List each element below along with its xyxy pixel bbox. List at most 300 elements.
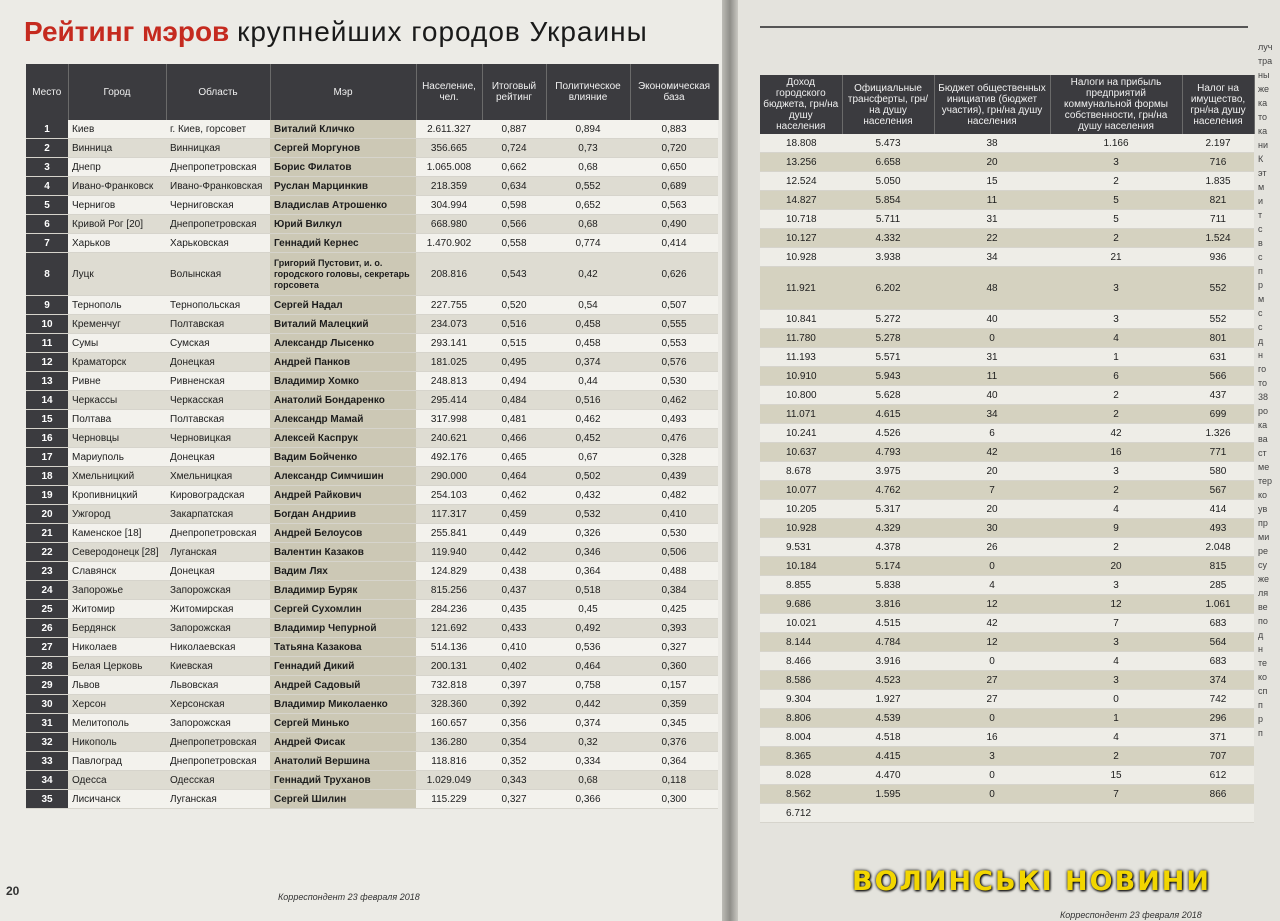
budget-cell: 11 bbox=[934, 191, 1050, 210]
cell-pop: 328.360 bbox=[416, 695, 482, 714]
budget-cell: 0 bbox=[1050, 690, 1182, 709]
cell-pop: 200.131 bbox=[416, 657, 482, 676]
side-text-fragment: ме bbox=[1258, 462, 1270, 472]
cell-city: Киев bbox=[68, 120, 166, 139]
cell-pop: 181.025 bbox=[416, 353, 482, 372]
cell-econ: 0,555 bbox=[630, 315, 718, 334]
cell-econ: 0,720 bbox=[630, 139, 718, 158]
budget-row bbox=[760, 248, 1254, 267]
budget-cell: 4.539 bbox=[842, 709, 934, 728]
side-text-fragment: ны bbox=[1258, 70, 1270, 80]
budget-cell: 10.184 bbox=[760, 557, 842, 576]
cell-polit: 0,346 bbox=[546, 543, 630, 562]
cell-mayor: Владимир Чепурной bbox=[270, 619, 416, 638]
cell-city: Северодонецк [28] bbox=[68, 543, 166, 562]
cell-econ: 0,364 bbox=[630, 752, 718, 771]
cell-econ: 0,490 bbox=[630, 215, 718, 234]
table-row bbox=[26, 581, 718, 600]
side-text-fragment: м bbox=[1258, 294, 1265, 304]
cell-rank: 9 bbox=[26, 296, 68, 315]
budget-cell: 1 bbox=[1050, 709, 1182, 728]
table-row bbox=[26, 562, 718, 581]
cell-total: 0,464 bbox=[482, 467, 546, 486]
cell-mayor: Александр Мамай bbox=[270, 410, 416, 429]
budget-cell: 4.784 bbox=[842, 633, 934, 652]
cell-oblast: Житомирская bbox=[166, 600, 270, 619]
budget-cell: 22 bbox=[934, 229, 1050, 248]
budget-cell: 3 bbox=[1050, 671, 1182, 690]
budget-cell: 4.329 bbox=[842, 519, 934, 538]
budget-cell: 40 bbox=[934, 386, 1050, 405]
side-text-fragment: ко bbox=[1258, 672, 1268, 682]
cell-polit: 0,42 bbox=[546, 253, 630, 296]
cell-city: Кропивницкий bbox=[68, 486, 166, 505]
table-row bbox=[26, 253, 718, 296]
cell-city: Мелитополь bbox=[68, 714, 166, 733]
budget-cell: 31 bbox=[934, 210, 1050, 229]
cell-polit: 0,536 bbox=[546, 638, 630, 657]
cell-pop: 290.000 bbox=[416, 467, 482, 486]
budget-cell: 11.193 bbox=[760, 348, 842, 367]
side-text-fragment: ми bbox=[1258, 532, 1270, 542]
budget-cell: 612 bbox=[1182, 766, 1254, 785]
cell-oblast: г. Киев, горсовет bbox=[166, 120, 270, 139]
budget-row bbox=[760, 557, 1254, 576]
side-text-fragment: р bbox=[1258, 280, 1264, 290]
budget-cell bbox=[1182, 804, 1254, 823]
cell-oblast: Черниговская bbox=[166, 196, 270, 215]
cell-rank: 34 bbox=[26, 771, 68, 790]
budget-cell: 0 bbox=[934, 329, 1050, 348]
budget-cell: 9.531 bbox=[760, 538, 842, 557]
budget-cell: 4.470 bbox=[842, 766, 934, 785]
cell-mayor: Владимир Буряк bbox=[270, 581, 416, 600]
cell-oblast: Полтавская bbox=[166, 410, 270, 429]
budget-cell: 12.524 bbox=[760, 172, 842, 191]
budget-cell: 4 bbox=[934, 576, 1050, 595]
budget-cell: 8.586 bbox=[760, 671, 842, 690]
cell-mayor: Борис Филатов bbox=[270, 158, 416, 177]
budget-cell: 10.241 bbox=[760, 424, 842, 443]
side-text-fragment: сп bbox=[1258, 686, 1268, 696]
budget-cell: 5.571 bbox=[842, 348, 934, 367]
budget-row bbox=[760, 690, 1254, 709]
cell-econ: 0,300 bbox=[630, 790, 718, 809]
table-row bbox=[26, 714, 718, 733]
budget-row bbox=[760, 191, 1254, 210]
budget-row bbox=[760, 595, 1254, 614]
cell-oblast: Кировоградская bbox=[166, 486, 270, 505]
cell-pop: 2.611.327 bbox=[416, 120, 482, 139]
top-rule bbox=[760, 26, 1248, 28]
budget-cell: 11.071 bbox=[760, 405, 842, 424]
budget-cell: 11.921 bbox=[760, 267, 842, 310]
right-magazine-footer: Корреспондент 23 февраля 2018 bbox=[1060, 910, 1202, 920]
budget-cell: 936 bbox=[1182, 248, 1254, 267]
budget-cell: 30 bbox=[934, 519, 1050, 538]
side-text-fragment: ре bbox=[1258, 546, 1269, 556]
cell-rank: 8 bbox=[26, 253, 68, 296]
cell-city: Павлоград bbox=[68, 752, 166, 771]
budget-cell: 8.004 bbox=[760, 728, 842, 747]
side-text-fragment: ст bbox=[1258, 448, 1267, 458]
budget-cell: 2 bbox=[1050, 538, 1182, 557]
budget-cell: 414 bbox=[1182, 500, 1254, 519]
cell-total: 0,662 bbox=[482, 158, 546, 177]
title-rest: крупнейших городов Украины bbox=[237, 16, 648, 47]
budget-cell: 13.256 bbox=[760, 153, 842, 172]
cell-polit: 0,458 bbox=[546, 315, 630, 334]
budget-cell: 9.304 bbox=[760, 690, 842, 709]
budget-cell: 3 bbox=[1050, 462, 1182, 481]
side-text-fragment: го bbox=[1258, 364, 1267, 374]
side-text-fragment: с bbox=[1258, 252, 1263, 262]
cell-rank: 14 bbox=[26, 391, 68, 410]
budget-cell: 4 bbox=[1050, 652, 1182, 671]
cell-mayor: Алексей Каспрук bbox=[270, 429, 416, 448]
cell-rank: 35 bbox=[26, 790, 68, 809]
side-text-fragment: д bbox=[1258, 336, 1264, 346]
budget-cell: 711 bbox=[1182, 210, 1254, 229]
cell-pop: 234.073 bbox=[416, 315, 482, 334]
col-political-influence: Политическое влияние bbox=[546, 64, 630, 120]
cell-oblast: Днепропетровская bbox=[166, 524, 270, 543]
cell-rank: 10 bbox=[26, 315, 68, 334]
cell-polit: 0,366 bbox=[546, 790, 630, 809]
budget-cell: 566 bbox=[1182, 367, 1254, 386]
table-row bbox=[26, 177, 718, 196]
col-oblast: Область bbox=[166, 64, 270, 120]
budget-cell: 10.127 bbox=[760, 229, 842, 248]
cell-city: Лисичанск bbox=[68, 790, 166, 809]
budget-row bbox=[760, 576, 1254, 595]
cell-econ: 0,384 bbox=[630, 581, 718, 600]
budget-cell: 31 bbox=[934, 348, 1050, 367]
cell-pop: 295.414 bbox=[416, 391, 482, 410]
budget-cell: 4.378 bbox=[842, 538, 934, 557]
budget-row bbox=[760, 633, 1254, 652]
budget-cell: 6.202 bbox=[842, 267, 934, 310]
side-text-fragment: ни bbox=[1258, 140, 1268, 150]
cell-total: 0,558 bbox=[482, 234, 546, 253]
budget-cell: 8.855 bbox=[760, 576, 842, 595]
table-row bbox=[26, 486, 718, 505]
cell-city: Мариуполь bbox=[68, 448, 166, 467]
budget-cell: 0 bbox=[934, 766, 1050, 785]
cell-city: Славянск bbox=[68, 562, 166, 581]
budget-cell: 16 bbox=[1050, 443, 1182, 462]
cell-pop: 119.940 bbox=[416, 543, 482, 562]
cell-city: Харьков bbox=[68, 234, 166, 253]
magazine-footer: Корреспондент 23 февраля 2018 bbox=[278, 892, 420, 902]
budget-cell: 821 bbox=[1182, 191, 1254, 210]
col-economic-base: Экономическая база bbox=[630, 64, 718, 120]
cell-polit: 0,464 bbox=[546, 657, 630, 676]
col-transfers: Официальные трансферты, грн/на душу населения bbox=[842, 75, 934, 134]
cell-econ: 0,360 bbox=[630, 657, 718, 676]
budget-cell: 5.174 bbox=[842, 557, 934, 576]
side-text-fragment: ва bbox=[1258, 434, 1268, 444]
side-text-fragment: то bbox=[1258, 378, 1268, 388]
cell-total: 0,442 bbox=[482, 543, 546, 562]
cell-polit: 0,774 bbox=[546, 234, 630, 253]
budget-cell: 3 bbox=[1050, 153, 1182, 172]
cell-econ: 0,327 bbox=[630, 638, 718, 657]
table-row bbox=[26, 234, 718, 253]
cell-rank: 3 bbox=[26, 158, 68, 177]
side-text-fragment: с bbox=[1258, 308, 1263, 318]
cell-city: Днепр bbox=[68, 158, 166, 177]
cell-polit: 0,68 bbox=[546, 158, 630, 177]
cell-oblast: Одесская bbox=[166, 771, 270, 790]
budget-row bbox=[760, 210, 1254, 229]
budget-cell: 8.365 bbox=[760, 747, 842, 766]
cell-polit: 0,442 bbox=[546, 695, 630, 714]
side-text-fragment: ля bbox=[1258, 588, 1269, 598]
cell-city: Одесса bbox=[68, 771, 166, 790]
cell-mayor: Сергей Надал bbox=[270, 296, 416, 315]
budget-cell bbox=[934, 804, 1050, 823]
budget-cell: 1.061 bbox=[1182, 595, 1254, 614]
budget-cell: 4 bbox=[1050, 329, 1182, 348]
cell-rank: 17 bbox=[26, 448, 68, 467]
budget-cell: 26 bbox=[934, 538, 1050, 557]
cell-econ: 0,576 bbox=[630, 353, 718, 372]
cell-city: Никополь bbox=[68, 733, 166, 752]
table-row bbox=[26, 676, 718, 695]
table-row bbox=[26, 215, 718, 234]
cell-rank: 23 bbox=[26, 562, 68, 581]
cell-mayor: Геннадий Труханов bbox=[270, 771, 416, 790]
cell-polit: 0,458 bbox=[546, 334, 630, 353]
cell-city: Ужгород bbox=[68, 505, 166, 524]
budget-cell: 5.628 bbox=[842, 386, 934, 405]
budget-cell: 10.718 bbox=[760, 210, 842, 229]
cell-oblast: Черновицкая bbox=[166, 429, 270, 448]
cell-total: 0,466 bbox=[482, 429, 546, 448]
budget-cell: 6.712 bbox=[760, 804, 842, 823]
cell-rank: 13 bbox=[26, 372, 68, 391]
cell-econ: 0,553 bbox=[630, 334, 718, 353]
side-text-fragment: п bbox=[1258, 700, 1263, 710]
budget-cell: 6 bbox=[934, 424, 1050, 443]
cell-polit: 0,68 bbox=[546, 771, 630, 790]
budget-cell: 1.595 bbox=[842, 785, 934, 804]
budget-cell: 12 bbox=[934, 633, 1050, 652]
budget-cell: 6.658 bbox=[842, 153, 934, 172]
budget-cell: 4.415 bbox=[842, 747, 934, 766]
budget-cell: 10.841 bbox=[760, 310, 842, 329]
budget-cell: 10.077 bbox=[760, 481, 842, 500]
budget-cell: 5.317 bbox=[842, 500, 934, 519]
budget-row bbox=[760, 747, 1254, 766]
budget-cell: 16 bbox=[934, 728, 1050, 747]
col-city: Город bbox=[68, 64, 166, 120]
side-text-fragment: т bbox=[1258, 210, 1263, 220]
budget-cell: 15 bbox=[934, 172, 1050, 191]
side-text-fragment: п bbox=[1258, 728, 1263, 738]
budget-table bbox=[760, 75, 1255, 823]
budget-cell: 3 bbox=[934, 747, 1050, 766]
cell-rank: 16 bbox=[26, 429, 68, 448]
cell-city: Тернополь bbox=[68, 296, 166, 315]
cell-mayor: Сергей Моргунов bbox=[270, 139, 416, 158]
cell-polit: 0,462 bbox=[546, 410, 630, 429]
cell-econ: 0,376 bbox=[630, 733, 718, 752]
cell-total: 0,462 bbox=[482, 486, 546, 505]
side-text-fragment: с bbox=[1258, 224, 1263, 234]
budget-cell: 34 bbox=[934, 248, 1050, 267]
table-row bbox=[26, 139, 718, 158]
cell-polit: 0,32 bbox=[546, 733, 630, 752]
budget-cell: 15 bbox=[1050, 766, 1182, 785]
side-text-fragment: ув bbox=[1258, 504, 1268, 514]
cell-oblast: Днепропетровская bbox=[166, 158, 270, 177]
col-rank: Место bbox=[26, 64, 68, 120]
cell-mayor: Сергей Шилин bbox=[270, 790, 416, 809]
cell-oblast: Запорожская bbox=[166, 581, 270, 600]
cell-oblast: Николаевская bbox=[166, 638, 270, 657]
budget-cell: 0 bbox=[934, 785, 1050, 804]
budget-cell: 6 bbox=[1050, 367, 1182, 386]
cell-oblast: Сумская bbox=[166, 334, 270, 353]
cell-polit: 0,326 bbox=[546, 524, 630, 543]
cell-polit: 0,374 bbox=[546, 714, 630, 733]
cell-pop: 118.816 bbox=[416, 752, 482, 771]
budget-cell: 1.524 bbox=[1182, 229, 1254, 248]
budget-cell: 8.678 bbox=[760, 462, 842, 481]
budget-row bbox=[760, 153, 1254, 172]
cell-total: 0,435 bbox=[482, 600, 546, 619]
cell-rank: 31 bbox=[26, 714, 68, 733]
budget-row bbox=[760, 481, 1254, 500]
budget-row bbox=[760, 728, 1254, 747]
budget-cell: 552 bbox=[1182, 310, 1254, 329]
cell-total: 0,887 bbox=[482, 120, 546, 139]
table-row bbox=[26, 657, 718, 676]
budget-cell: 8.466 bbox=[760, 652, 842, 671]
budget-cell: 3.816 bbox=[842, 595, 934, 614]
budget-cell: 10.800 bbox=[760, 386, 842, 405]
cell-total: 0,356 bbox=[482, 714, 546, 733]
budget-row bbox=[760, 785, 1254, 804]
side-text-fragment: пр bbox=[1258, 518, 1268, 528]
title-bold: Рейтинг мэров bbox=[24, 16, 230, 47]
budget-cell: 1.835 bbox=[1182, 172, 1254, 191]
budget-cell: 4.615 bbox=[842, 405, 934, 424]
cell-rank: 33 bbox=[26, 752, 68, 771]
budget-cell: 27 bbox=[934, 671, 1050, 690]
adjacent-column-text bbox=[1258, 40, 1280, 740]
page-title bbox=[24, 16, 648, 48]
cell-oblast: Херсонская bbox=[166, 695, 270, 714]
cell-city: Ривне bbox=[68, 372, 166, 391]
side-text-fragment: те bbox=[1258, 658, 1268, 668]
budget-cell: 3 bbox=[1050, 310, 1182, 329]
table-row bbox=[26, 467, 718, 486]
budget-cell: 12 bbox=[1050, 595, 1182, 614]
cell-econ: 0,393 bbox=[630, 619, 718, 638]
cell-rank: 12 bbox=[26, 353, 68, 372]
side-text-fragment: ве bbox=[1258, 602, 1268, 612]
budget-cell: 5.854 bbox=[842, 191, 934, 210]
side-text-fragment: н bbox=[1258, 644, 1263, 654]
cell-econ: 0,328 bbox=[630, 448, 718, 467]
cell-rank: 4 bbox=[26, 177, 68, 196]
cell-mayor: Анатолий Вершина bbox=[270, 752, 416, 771]
budget-cell: 27 bbox=[934, 690, 1050, 709]
cell-econ: 0,530 bbox=[630, 524, 718, 543]
cell-polit: 0,492 bbox=[546, 619, 630, 638]
side-text-fragment: тер bbox=[1258, 476, 1273, 486]
cell-polit: 0,73 bbox=[546, 139, 630, 158]
cell-rank: 7 bbox=[26, 234, 68, 253]
budget-cell: 40 bbox=[934, 310, 1050, 329]
cell-oblast: Донецкая bbox=[166, 353, 270, 372]
cell-rank: 32 bbox=[26, 733, 68, 752]
budget-cell: 771 bbox=[1182, 443, 1254, 462]
cell-rank: 21 bbox=[26, 524, 68, 543]
budget-cell: 42 bbox=[934, 614, 1050, 633]
budget-cell: 9 bbox=[1050, 519, 1182, 538]
budget-cell: 801 bbox=[1182, 329, 1254, 348]
budget-row bbox=[760, 134, 1254, 153]
budget-cell: 5 bbox=[1050, 210, 1182, 229]
budget-cell: 716 bbox=[1182, 153, 1254, 172]
budget-row bbox=[760, 367, 1254, 386]
cell-polit: 0,432 bbox=[546, 486, 630, 505]
col-communal-profit-tax: Налоги на прибыль предприятий коммунальной формы собственности, грн/на душу населения bbox=[1050, 75, 1182, 134]
budget-cell: 683 bbox=[1182, 614, 1254, 633]
table-row bbox=[26, 448, 718, 467]
budget-cell: 8.144 bbox=[760, 633, 842, 652]
side-text-fragment: ка bbox=[1258, 98, 1268, 108]
side-text-fragment: ка bbox=[1258, 126, 1268, 136]
cell-oblast: Черкасская bbox=[166, 391, 270, 410]
budget-cell: 2 bbox=[1050, 386, 1182, 405]
cell-oblast: Хмельницкая bbox=[166, 467, 270, 486]
cell-city: Сумы bbox=[68, 334, 166, 353]
budget-cell: 7 bbox=[1050, 785, 1182, 804]
side-text-fragment: К bbox=[1258, 154, 1264, 164]
budget-cell: 11 bbox=[934, 367, 1050, 386]
cell-mayor: Вадим Бойченко bbox=[270, 448, 416, 467]
budget-cell: 4.762 bbox=[842, 481, 934, 500]
budget-row bbox=[760, 229, 1254, 248]
cell-oblast: Винницкая bbox=[166, 139, 270, 158]
budget-cell: 14.827 bbox=[760, 191, 842, 210]
cell-mayor: Геннадий Кернес bbox=[270, 234, 416, 253]
cell-total: 0,481 bbox=[482, 410, 546, 429]
cell-rank: 22 bbox=[26, 543, 68, 562]
cell-polit: 0,67 bbox=[546, 448, 630, 467]
cell-pop: 121.692 bbox=[416, 619, 482, 638]
cell-city: Винница bbox=[68, 139, 166, 158]
cell-mayor: Владимир Миколаенко bbox=[270, 695, 416, 714]
cell-oblast: Луганская bbox=[166, 790, 270, 809]
cell-oblast: Донецкая bbox=[166, 448, 270, 467]
cell-polit: 0,364 bbox=[546, 562, 630, 581]
cell-city: Краматорск bbox=[68, 353, 166, 372]
budget-cell: 9.686 bbox=[760, 595, 842, 614]
side-text-fragment: же bbox=[1258, 574, 1270, 584]
cell-econ: 0,563 bbox=[630, 196, 718, 215]
cell-pop: 304.994 bbox=[416, 196, 482, 215]
page-number: 20 bbox=[6, 884, 20, 898]
budget-cell: 2 bbox=[1050, 481, 1182, 500]
budget-cell: 38 bbox=[934, 134, 1050, 153]
cell-mayor: Григорий Пустовит, и. о. городского головы, секретарь горсовета bbox=[270, 253, 416, 296]
